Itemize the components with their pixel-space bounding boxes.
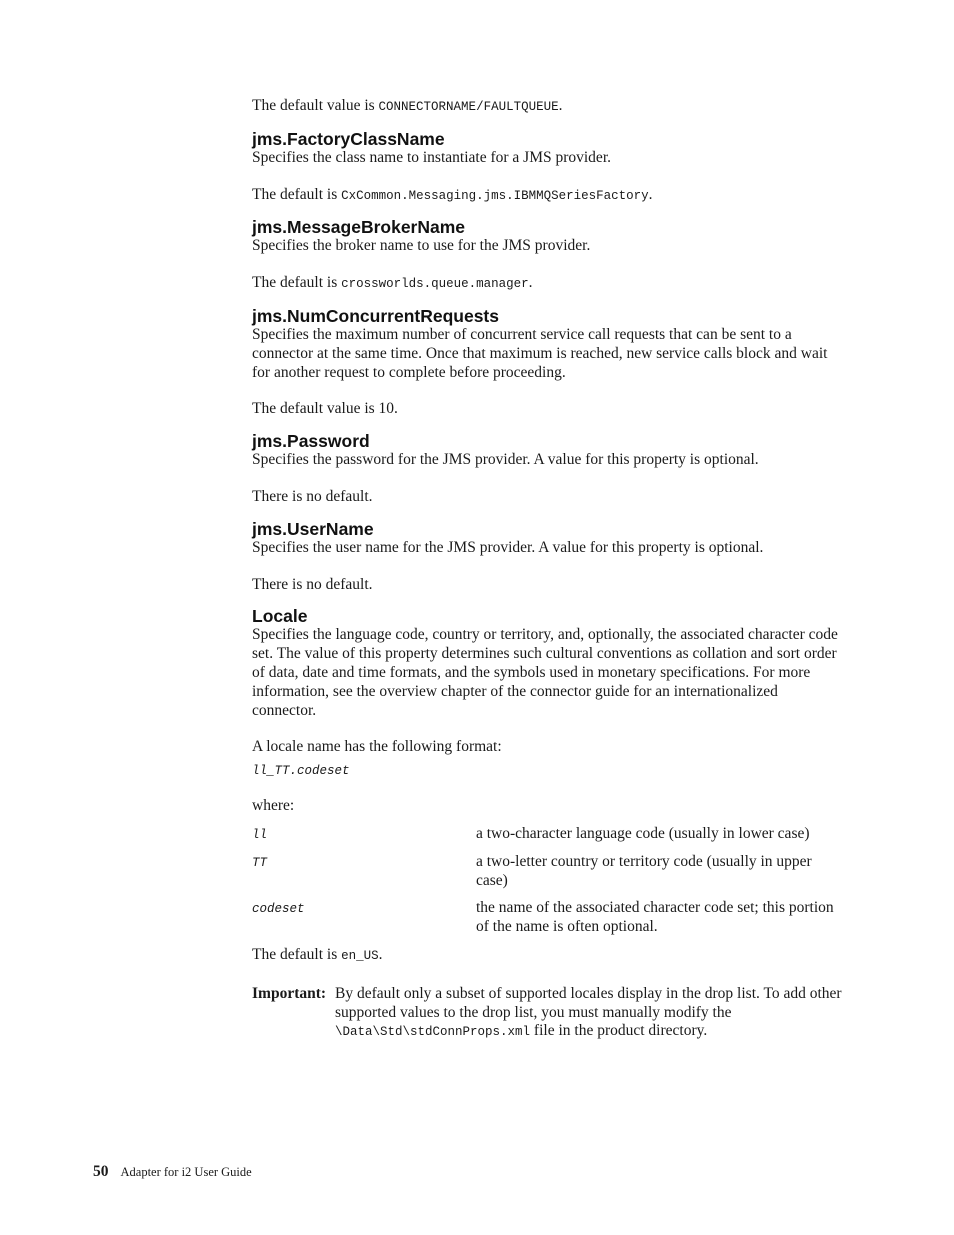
section-default: There is no default. (252, 487, 373, 505)
section-heading: jms.UserName (252, 518, 374, 539)
section-locale (252, 607, 842, 1042)
section-description: Specifies the class name to instantiate for a JMS provider. (252, 148, 611, 166)
section-user-name (252, 520, 842, 595)
section-heading: jms.FactoryClassName (252, 128, 445, 149)
intro-default: The default value is CONNECTORNAME/FAULTQUEUE. (252, 97, 563, 114)
section-default: There is no default. (252, 575, 373, 593)
page-number: 50 (93, 1163, 109, 1180)
definition-description: a two-character language code (usually in lower case) (476, 824, 810, 842)
page-footer (93, 1163, 252, 1181)
section-default: The default is crossworlds.queue.manager. (252, 274, 533, 292)
book-title: Adapter for i2 User Guide (120, 1165, 252, 1179)
definition-term: ll (252, 827, 268, 842)
section-message-broker-name (252, 218, 842, 294)
definition-row (252, 853, 842, 891)
definition-term: codeset (252, 902, 305, 917)
where-label: where: (252, 797, 295, 815)
definition-term: TT (252, 855, 268, 870)
section-description: Specifies the maximum number of concurrent service call requests that can be sent to a connector at the same time. Once that maximum is reached, new service calls block and wait for another request to complete before proceeding. (252, 325, 828, 381)
definition-list (252, 825, 842, 937)
section-password (252, 432, 842, 507)
definition-description: the name of the associated character code set; this portion of the name is often optional. (476, 899, 834, 936)
section-description: Specifies the language code, country or territory, and, optionally, the associated character code set. The value of this property determines such cultural conventions as collation and sort order of data, date and time formats, and the symbols used in monetary specifications. For more information, see the overview chapter of the connector guide for an internationalized connector. (252, 626, 838, 719)
section-description: Specifies the user name for the JMS provider. A value for this property is optional. (252, 538, 764, 556)
locale-default: The default is en_US. (252, 945, 383, 963)
format-intro: A locale name has the following format: (252, 738, 502, 756)
definition-row (252, 825, 842, 844)
section-num-concurrent-requests (252, 307, 842, 419)
section-default: The default value is 10. (252, 400, 398, 418)
important-label: Important: (252, 984, 327, 1002)
file-path-code: \Data\Std\stdConnProps.xml (335, 1025, 531, 1040)
section-heading: jms.MessageBrokerName (252, 217, 466, 238)
section-heading: Locale (252, 606, 308, 627)
format-code: ll_TT.codeset (252, 764, 350, 779)
section-default: The default is CxCommon.Messaging.jms.IBMMQSeriesFactory. (252, 185, 653, 203)
definition-row (252, 899, 842, 937)
section-factory-class-name (252, 130, 842, 206)
default-code: CONNECTORNAME/FAULTQUEUE (378, 100, 559, 114)
important-note (252, 985, 842, 1042)
section-heading: jms.NumConcurrentRequests (252, 305, 499, 326)
section-description: Specifies the password for the JMS provider. A value for this property is optional. (252, 451, 759, 469)
important-text: By default only a subset of supported locales display in the drop list. To add other supported values to the drop list, you must manually modify the \Data\Std\stdConnProps.xml file in the product directory. (335, 984, 842, 1040)
section-description: Specifies the broker name to use for the JMS provider. (252, 237, 591, 255)
default-code: CxCommon.Messaging.jms.IBMMQSeriesFactory (341, 188, 649, 203)
page-content (252, 97, 842, 1042)
default-code: crossworlds.queue.manager (341, 277, 529, 292)
default-code: en_US (341, 948, 379, 963)
section-heading: jms.Password (252, 431, 370, 452)
definition-description: a two-letter country or territory code (usually in upper case) (476, 852, 812, 889)
